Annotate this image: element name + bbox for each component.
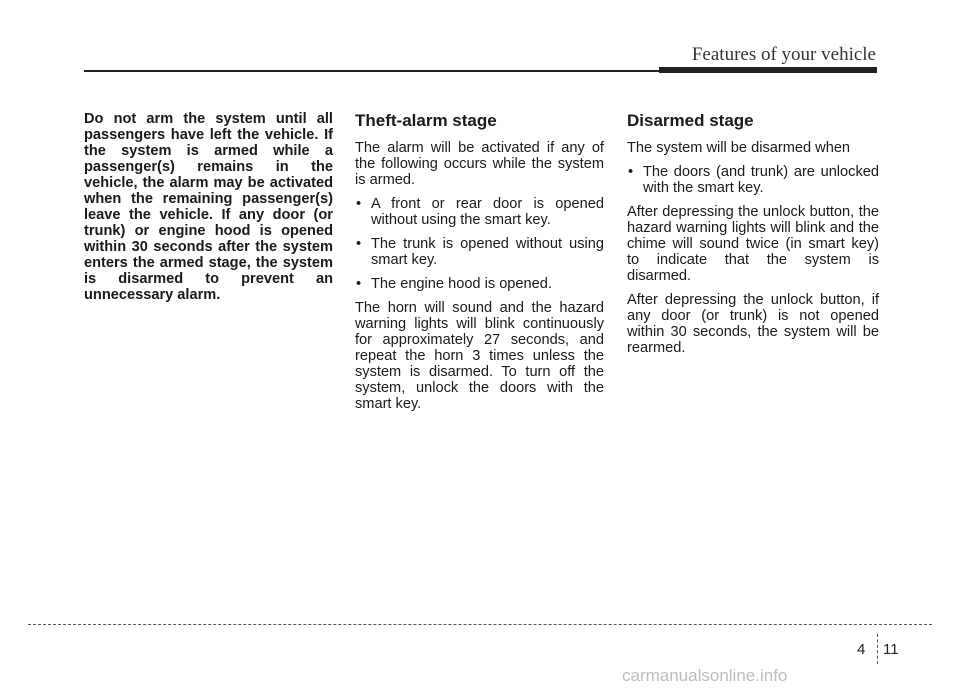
header-rule <box>84 70 661 72</box>
page-number: 11 <box>883 641 899 658</box>
watermark: carmanualsonline.info <box>622 666 788 685</box>
theft-alarm-heading: Theft-alarm stage <box>355 111 497 130</box>
list-item: • The doors (and trunk) are unlocked with the smart key. <box>628 164 879 196</box>
theft-alarm-intro: The alarm will be activated if any of the following occurs while the system is armed. <box>355 140 604 188</box>
warning-text: Do not arm the system until all passengers have left the vehicle. If the system is armed while a passenger(s) remains in the vehicle, the alarm may be activated when the remaining passenger(s) leave the vehicle. If any door (or trunk) or engine hood is opened within 30 seconds after the system enters the armed stage, the system is disarmed to prevent an unnecessary alarm. <box>84 111 333 303</box>
bullet-icon: • <box>356 236 362 252</box>
disarmed-paragraph-2: After depressing the unlock button, if any door (or trunk) is not opened within 30 seconds, the system will be rearmed. <box>627 292 879 356</box>
bullet-icon: • <box>356 196 362 212</box>
footer-rule <box>28 624 932 625</box>
chapter-number: 4 <box>857 641 866 658</box>
column-theft-alarm <box>355 111 604 420</box>
bullet-icon: • <box>628 164 634 180</box>
column-disarmed <box>627 111 879 364</box>
disarmed-heading: Disarmed stage <box>627 111 754 130</box>
list-item: • A front or rear door is opened without using the smart key. <box>356 196 604 228</box>
theft-alarm-paragraph: The horn will sound and the hazard warning lights will blink continuously for approximately 27 seconds, and repeat the horn 3 times unless the system is disarmed. To turn off the system, unlock the doors with the smart key. <box>355 300 604 412</box>
column-warning <box>84 111 333 311</box>
list-item: • The engine hood is opened. <box>356 276 552 292</box>
header-rule-accent <box>659 67 877 73</box>
disarmed-intro: The system will be disarmed when <box>627 140 851 156</box>
list-item: • The trunk is opened without using smart key. <box>356 236 604 268</box>
footer-divider <box>877 634 878 664</box>
disarmed-paragraph-1: After depressing the unlock button, the hazard warning lights will blink and the chime will sound twice (in smart key) to indicate that the system is disarmed. <box>627 204 879 284</box>
bullet-icon: • <box>356 276 362 292</box>
header-title: Features of your vehicle <box>691 44 876 65</box>
